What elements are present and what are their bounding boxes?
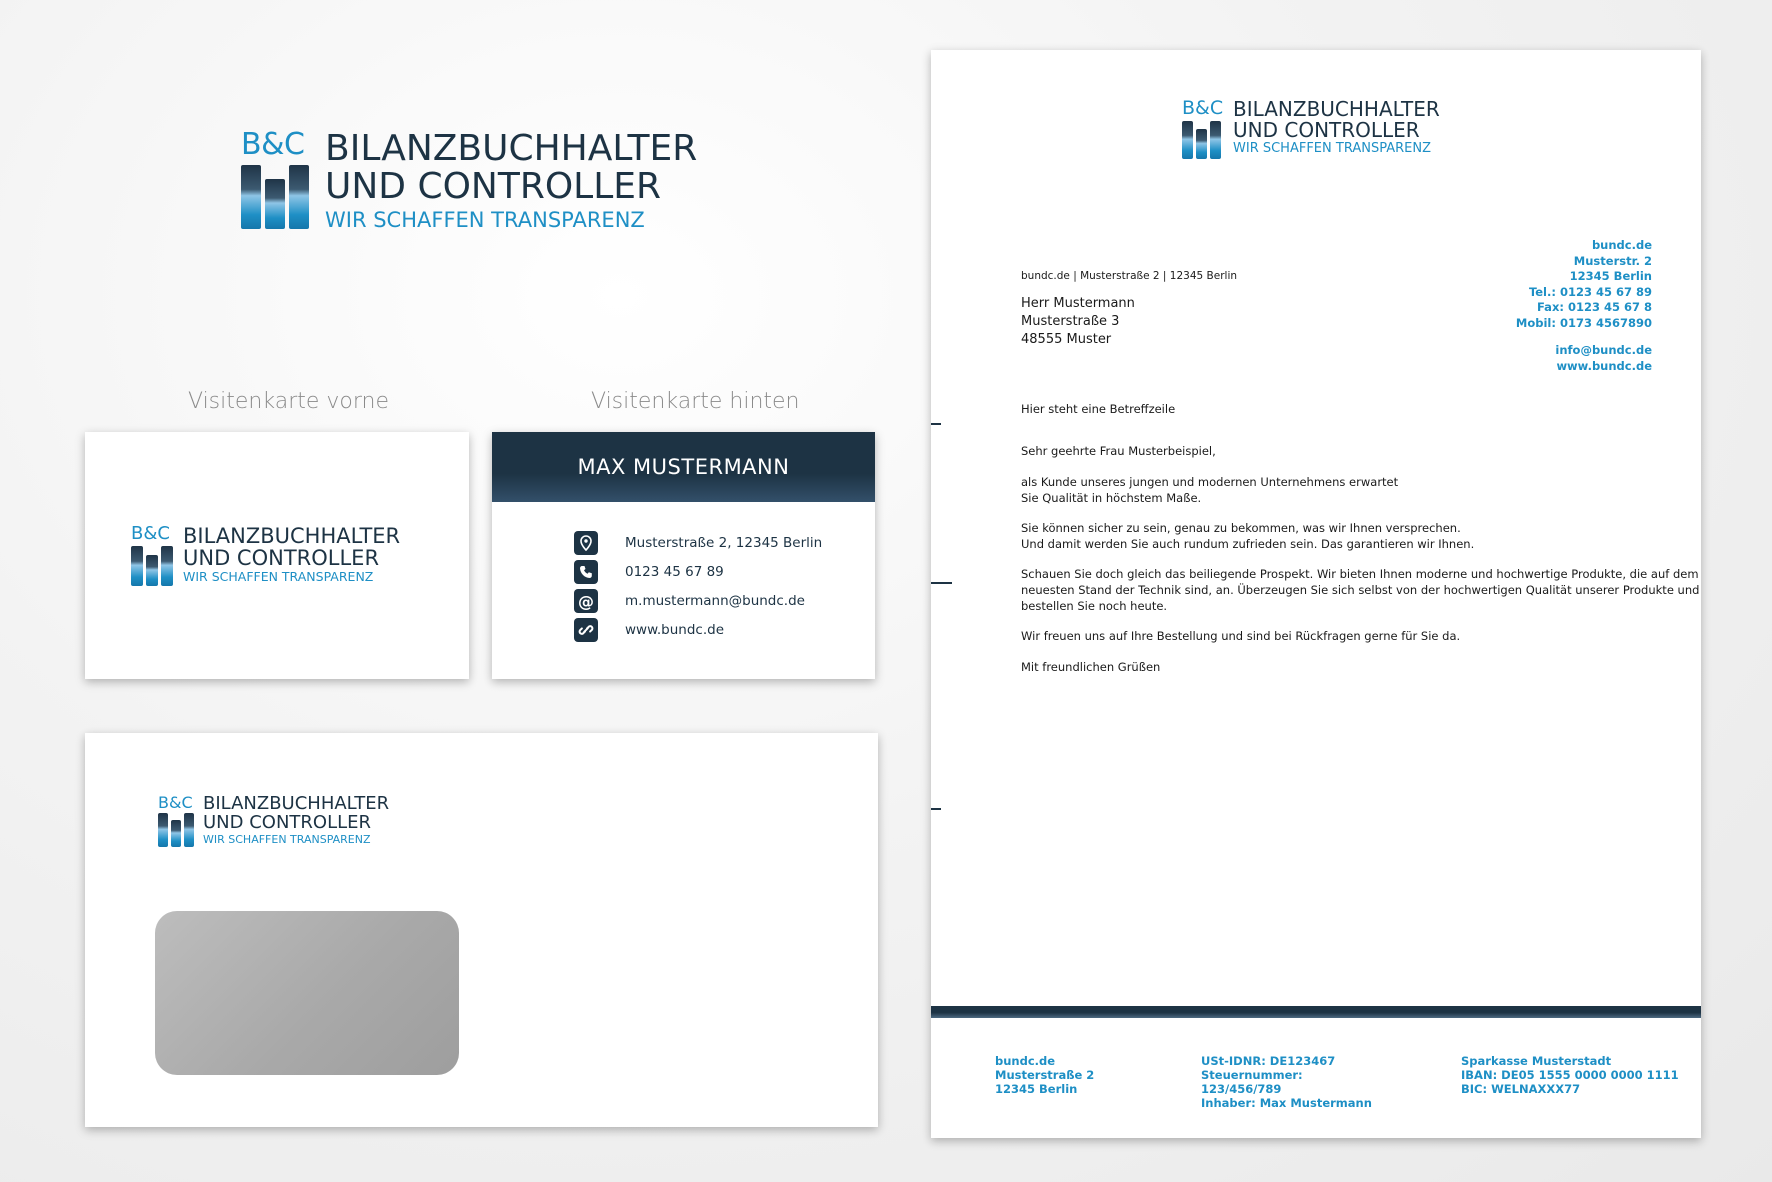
letter-body bbox=[1021, 443, 1699, 675]
logo-mark bbox=[241, 127, 313, 229]
business-card-back bbox=[492, 432, 875, 679]
body-line: neuesten Stand der Technik sind, an. Überzeugen Sie sich selbst von der hochwertigen Qualität unserer Produkte und bbox=[1021, 583, 1700, 597]
recipient-line: Herr Mustermann bbox=[1021, 296, 1135, 311]
salutation: Sehr geehrte Frau Musterbeispiel, bbox=[1021, 444, 1216, 458]
logo-bars-icon bbox=[241, 165, 313, 229]
recipient-line: Musterstraße 3 bbox=[1021, 314, 1120, 329]
logo-short: B&C bbox=[241, 127, 305, 162]
card-logo bbox=[131, 525, 400, 586]
recipient-line: 48555 Muster bbox=[1021, 332, 1112, 347]
letter-logo-short: B&C bbox=[1182, 97, 1224, 119]
contact-line: Mobil: 0173 4567890 bbox=[1515, 315, 1652, 330]
phone-icon bbox=[574, 560, 598, 584]
footer-line: Steuernummer: bbox=[1201, 1068, 1303, 1082]
envelope-logo-line-2: UND CONTROLLER bbox=[203, 811, 372, 833]
logo-words bbox=[325, 130, 697, 233]
at-sign-icon: @ bbox=[574, 589, 598, 613]
footer-col-bank bbox=[1461, 1054, 1679, 1096]
footer-band bbox=[931, 1006, 1701, 1018]
sender-line: bundc.de | Musterstraße 2 | 12345 Berlin bbox=[1021, 270, 1238, 282]
envelope-logo bbox=[158, 795, 389, 847]
footer-line: USt-IDNR: DE123467 bbox=[1201, 1054, 1336, 1068]
logo-line-2: UND CONTROLLER bbox=[325, 165, 662, 207]
card-logo-bars-icon bbox=[131, 546, 175, 586]
letter-contact-block bbox=[1516, 238, 1652, 374]
footer-line: Sparkasse Musterstadt bbox=[1461, 1054, 1612, 1068]
body-line: Und damit werden Sie auch rundum zufrieden sein. Das garantieren wir Ihnen. bbox=[1021, 537, 1475, 551]
letter-logo-mark bbox=[1182, 99, 1226, 159]
envelope-logo-line-1: BILANZBUCHHALTER bbox=[203, 793, 390, 814]
footer-col-address bbox=[995, 1054, 1094, 1096]
body-line: Schauen Sie doch gleich das beiliegende Prospekt. Wir bieten Ihnen moderne und hochwertige Produkte, die auf dem bbox=[1021, 567, 1699, 581]
letter-logo-line-1: BILANZBUCHHALTER bbox=[1233, 97, 1440, 121]
envelope-logo-tagline: WIR SCHAFFEN TRANSPARENZ bbox=[203, 832, 371, 846]
footer-line: 123/456/789 bbox=[1201, 1082, 1282, 1096]
footer-line: 12345 Berlin bbox=[995, 1082, 1078, 1096]
letter-logo-tagline: WIR SCHAFFEN TRANSPARENZ bbox=[1233, 141, 1431, 156]
card-logo-line-1: BILANZBUCHHALTER bbox=[183, 524, 401, 548]
letterhead bbox=[931, 50, 1701, 1138]
contact-address: Musterstraße 2, 12345 Berlin bbox=[625, 535, 823, 551]
business-card-front bbox=[85, 432, 469, 679]
footer-col-tax bbox=[1201, 1054, 1372, 1110]
body-line: als Kunde unseres jungen und modernen Unternehmens erwartet bbox=[1021, 475, 1399, 489]
envelope-logo-words bbox=[203, 795, 389, 846]
body-line: bestellen Sie noch heute. bbox=[1021, 599, 1168, 613]
contact-line: Fax: 0123 45 67 8 bbox=[1537, 300, 1652, 314]
card-logo-line-2: UND CONTROLLER bbox=[183, 546, 380, 571]
card-logo-words bbox=[183, 525, 400, 584]
punch-mark bbox=[931, 582, 952, 584]
footer-line: bundc.de bbox=[995, 1054, 1056, 1068]
card-name-band bbox=[492, 432, 875, 502]
contact-line: Musterstr. 2 bbox=[1573, 253, 1652, 268]
envelope-logo-bars-icon bbox=[158, 813, 196, 847]
contact-email: m.mustermann@bundc.de bbox=[625, 593, 805, 609]
letter-logo-bars-icon bbox=[1182, 121, 1226, 159]
contact-line: 12345 Berlin bbox=[1569, 269, 1652, 283]
envelope-logo-short: B&C bbox=[158, 793, 193, 812]
envelope bbox=[85, 733, 878, 1127]
envelope-logo-mark bbox=[158, 795, 196, 847]
letter-logo-line-2: UND CONTROLLER bbox=[1233, 118, 1420, 142]
location-pin-icon bbox=[574, 531, 598, 555]
main-logo bbox=[241, 127, 698, 233]
contact-line: bundc.de bbox=[1591, 238, 1652, 252]
subject-line: Hier steht eine Betreffzeile bbox=[1021, 402, 1176, 416]
letter-logo bbox=[1182, 99, 1440, 159]
footer-line: Musterstraße 2 bbox=[995, 1068, 1095, 1082]
card-logo-tagline: WIR SCHAFFEN TRANSPARENZ bbox=[183, 569, 374, 585]
fold-mark-top bbox=[931, 423, 941, 425]
footer-line: BIC: WELNAXXX77 bbox=[1461, 1082, 1581, 1096]
logo-tagline: WIR SCHAFFEN TRANSPARENZ bbox=[325, 207, 645, 232]
link-icon bbox=[574, 618, 598, 642]
contact-website: www.bundc.de bbox=[625, 622, 725, 638]
footer-line: Inhaber: Max Mustermann bbox=[1201, 1096, 1372, 1110]
caption-card-front: Visitenkarte vorne bbox=[188, 389, 390, 414]
recipient-address bbox=[1021, 295, 1135, 349]
contact-line: Tel.: 0123 45 67 89 bbox=[1528, 284, 1652, 299]
body-line: Sie Qualität in höchstem Maße. bbox=[1021, 491, 1202, 505]
caption-card-back: Visitenkarte hinten bbox=[591, 389, 800, 414]
card-logo-mark bbox=[131, 525, 175, 586]
body-line: Sie können sicher zu sein, genau zu bekommen, was wir Ihnen versprechen. bbox=[1021, 521, 1461, 535]
contact-email-line: info@bundc.de bbox=[1555, 343, 1652, 357]
contact-phone: 0123 45 67 89 bbox=[625, 564, 724, 580]
envelope-window bbox=[155, 911, 459, 1075]
logo-line-1: BILANZBUCHHALTER bbox=[325, 128, 698, 169]
fold-mark-bottom bbox=[931, 808, 941, 810]
body-line: Wir freuen uns auf Ihre Bestellung und sind bei Rückfragen gerne für Sie da. bbox=[1021, 629, 1461, 643]
contact-web-line: www.bundc.de bbox=[1556, 358, 1652, 373]
card-holder-name: MAX MUSTERMANN bbox=[577, 455, 790, 479]
letter-logo-words bbox=[1233, 99, 1440, 157]
footer-line: IBAN: DE05 1555 0000 0000 1111 bbox=[1461, 1068, 1679, 1082]
closing: Mit freundlichen Grüßen bbox=[1021, 660, 1161, 674]
card-logo-short: B&C bbox=[131, 523, 170, 544]
